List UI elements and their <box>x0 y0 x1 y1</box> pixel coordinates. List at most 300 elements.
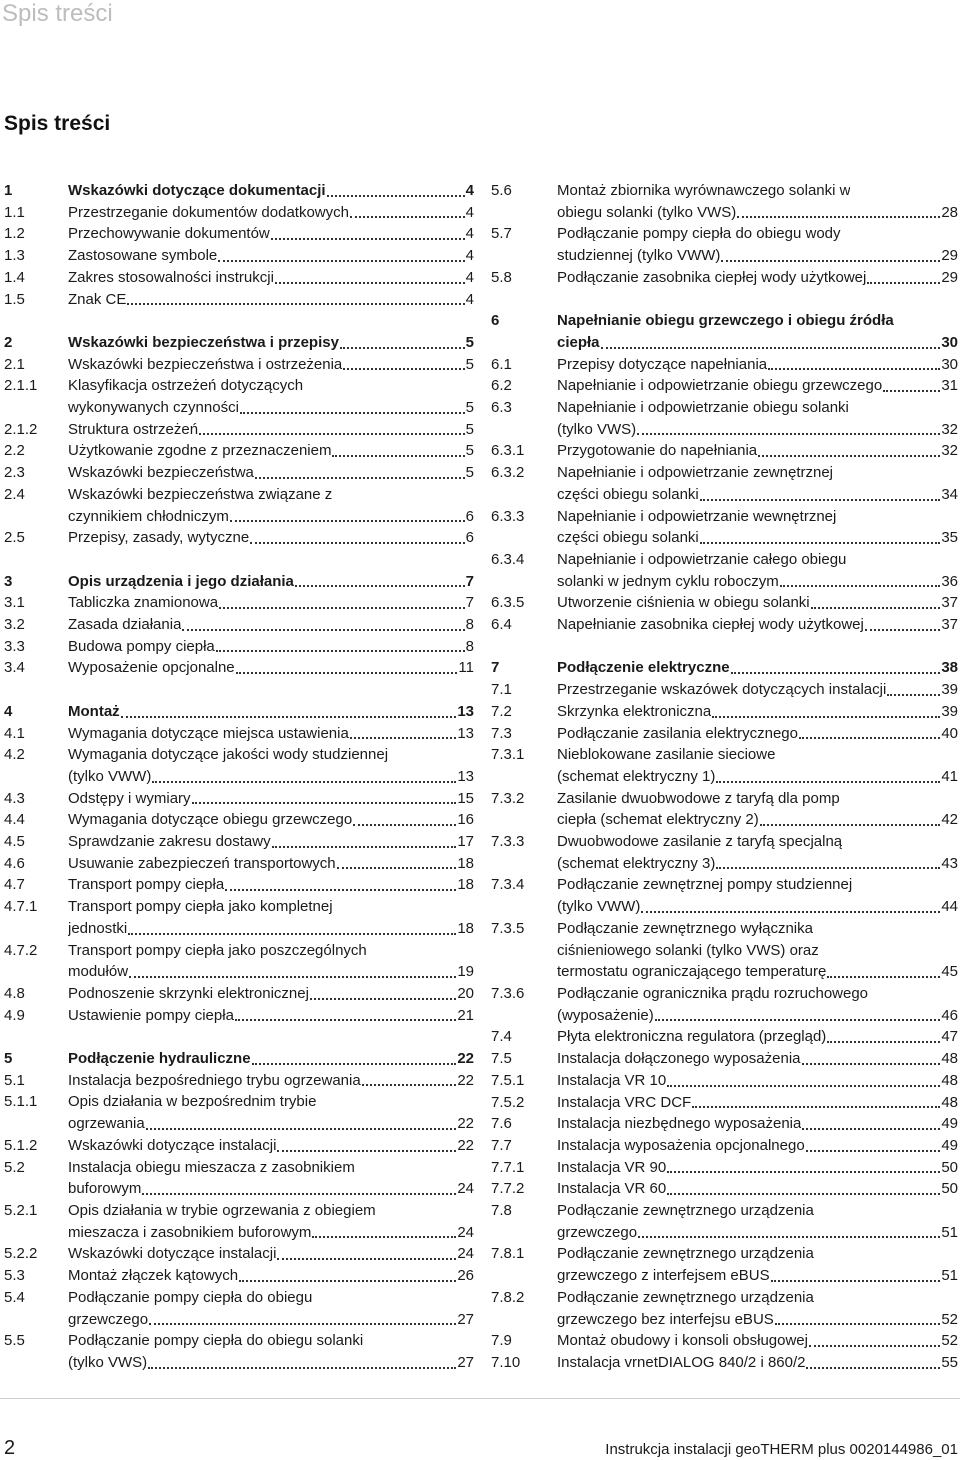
toc-leader-dots <box>332 454 464 457</box>
toc-left-column <box>4 180 474 1374</box>
toc-page-number: 30 <box>941 355 958 373</box>
toc-entry-title: Wymagania dotyczące jakości wody studziennej <box>68 746 389 764</box>
toc-page-number: 19 <box>457 963 474 981</box>
toc-entry-number: 7.7 <box>491 1136 512 1154</box>
toc-entry-title: grzewczego <box>68 1310 149 1328</box>
toc-entry-number: 2.2 <box>4 442 25 460</box>
toc-page-number: 39 <box>941 702 958 720</box>
toc-leader-dots <box>883 389 940 392</box>
toc-entry-title: Wyposażenie opcjonalne <box>68 659 235 677</box>
toc-entry-title: ciśnieniowego solanki (tylko VWS) oraz <box>557 941 819 959</box>
toc-leader-dots <box>327 194 465 197</box>
toc-entry-number: 1.3 <box>4 247 25 265</box>
toc-leader-dots <box>235 1018 456 1021</box>
toc-page-number: 29 <box>941 268 958 286</box>
toc-leader-dots <box>865 628 940 631</box>
toc-page-number: 5 <box>465 333 474 351</box>
toc-page-number: 22 <box>457 1071 474 1089</box>
toc-entry[interactable] <box>491 788 958 831</box>
toc-page-number: 4 <box>465 247 474 265</box>
toc-page-number: 4 <box>465 203 474 221</box>
running-header-title: Spis treści <box>2 0 113 27</box>
toc-leader-dots <box>811 606 941 609</box>
toc-entry[interactable] <box>4 245 474 267</box>
toc-entry-title: Instalacja obiegu mieszacza z zasobnikiem <box>68 1158 355 1176</box>
toc-entry-title: Użytkowanie zgodne z przeznaczeniem <box>68 442 332 460</box>
toc-section-heading[interactable] <box>491 310 958 353</box>
toc-entry-title: Wskazówki bezpieczeństwa związane z <box>68 485 333 503</box>
toc-leader-dots <box>362 1083 457 1086</box>
section-gap <box>491 289 958 311</box>
toc-page-number: 27 <box>457 1310 474 1328</box>
toc-entry-number: 4 <box>4 702 13 720</box>
toc-entry[interactable] <box>4 831 474 853</box>
toc-entry[interactable] <box>491 1070 958 1092</box>
toc-page-number: 35 <box>941 529 958 547</box>
toc-entry-number: 5.1 <box>4 1071 25 1089</box>
toc-entry[interactable] <box>4 1157 474 1200</box>
toc-leader-dots <box>799 736 940 739</box>
toc-entry-title: Instalacja bezpośredniego trybu ogrzewania <box>68 1071 361 1089</box>
toc-entry[interactable] <box>4 788 474 810</box>
toc-leader-dots <box>758 454 940 457</box>
toc-entry-number: 7.7.2 <box>491 1180 525 1198</box>
toc-leader-dots <box>230 519 465 522</box>
toc-page-number: 40 <box>941 724 958 742</box>
toc-entry[interactable] <box>4 940 474 983</box>
toc-leader-dots <box>146 1127 457 1130</box>
toc-entry[interactable] <box>491 1157 958 1179</box>
toc-entry[interactable] <box>4 874 474 896</box>
toc-entry-number: 5.3 <box>4 1267 25 1285</box>
toc-leader-dots <box>760 823 941 826</box>
toc-entry[interactable] <box>491 267 958 289</box>
toc-entry[interactable] <box>491 614 958 636</box>
toc-entry-title: Montaż zbiornika wyrównawczego solanki w <box>557 182 851 199</box>
toc-page-number: 37 <box>941 594 958 612</box>
toc-leader-dots <box>343 367 464 370</box>
toc-entry-number: 5.4 <box>4 1288 25 1306</box>
toc-entry-number: 4.8 <box>4 984 25 1002</box>
toc-entry-title: Znak CE <box>68 290 127 308</box>
toc-entry[interactable] <box>491 354 958 376</box>
toc-entry-title: (schemat elektryczny 1) <box>557 767 716 785</box>
toc-entry-number: 7.3.6 <box>491 984 525 1002</box>
toc-leader-dots <box>771 1279 941 1282</box>
toc-entry-number: 7.5 <box>491 1050 512 1068</box>
toc-entry-title: Podłączanie zewnętrznego wyłącznika <box>557 919 813 937</box>
toc-entry-title: Instalacja dołączonego wyposażenia <box>557 1050 801 1068</box>
toc-entry-number: 6.3 <box>491 399 512 417</box>
toc-leader-dots <box>637 432 940 435</box>
toc-entry[interactable] <box>4 202 474 224</box>
toc-entry[interactable] <box>491 723 958 745</box>
toc-entry-title: Montaż złączek kątowych <box>68 1267 239 1285</box>
toc-entry-number: 2.1 <box>4 355 25 373</box>
toc-entry[interactable] <box>4 223 474 245</box>
section-gap <box>4 310 474 332</box>
toc-leader-dots <box>806 1149 941 1152</box>
toc-entry-title: Instalacja niezbędnego wyposażenia <box>557 1115 802 1133</box>
page-title: Spis treści <box>4 112 111 135</box>
toc-page-number: 4 <box>465 225 474 243</box>
toc-entry[interactable] <box>4 375 474 418</box>
toc-entry[interactable] <box>4 289 474 311</box>
toc-entry-title: części obiegu solanki <box>557 485 699 503</box>
toc-leader-dots <box>252 1062 457 1065</box>
toc-leader-dots <box>250 541 464 544</box>
toc-entry[interactable] <box>491 549 958 592</box>
toc-entry-number: 1 <box>4 182 13 199</box>
toc-entry[interactable] <box>4 1330 474 1373</box>
toc-entry[interactable] <box>491 223 958 266</box>
toc-leader-dots <box>667 1192 940 1195</box>
toc-entry-number: 7.6 <box>491 1115 512 1133</box>
toc-leader-dots <box>142 1192 456 1195</box>
toc-leader-dots <box>255 476 465 479</box>
toc-page-number: 5 <box>465 355 474 373</box>
section-gap <box>4 549 474 571</box>
toc-entry[interactable] <box>4 267 474 289</box>
toc-entry-number: 6.3.4 <box>491 550 525 568</box>
toc-leader-dots <box>340 346 465 349</box>
toc-page-number: 43 <box>941 854 958 872</box>
toc-entry[interactable] <box>4 896 474 939</box>
toc-entry[interactable] <box>491 506 958 549</box>
toc-entry[interactable] <box>491 1200 958 1243</box>
toc-entry-number: 7.5.1 <box>491 1071 525 1089</box>
toc-leader-dots <box>667 1170 940 1173</box>
toc-entry[interactable] <box>4 419 474 441</box>
toc-entry-title: Zastosowane symbole <box>68 247 218 265</box>
toc-entry-title: Podłączanie pompy ciepła do obiegu <box>68 1288 313 1306</box>
toc-entry-title: (tylko VWW) <box>557 898 641 916</box>
toc-entry[interactable] <box>4 1287 474 1330</box>
toc-entry-number: 2.1.1 <box>4 377 38 395</box>
toc-page-number: 11 <box>458 659 474 677</box>
toc-leader-dots <box>641 910 940 913</box>
toc-leader-dots <box>638 1235 940 1238</box>
toc-section-heading[interactable] <box>4 571 474 593</box>
toc-entry-title: Napełnianie i odpowietrzanie zewnętrznej <box>557 464 833 482</box>
toc-entry[interactable] <box>4 462 474 484</box>
toc-entry-number: 4.3 <box>4 789 25 807</box>
toc-entry-number: 5.2.1 <box>4 1201 38 1219</box>
toc-page-number: 48 <box>941 1071 958 1089</box>
section-gap <box>4 679 474 701</box>
toc-entry[interactable] <box>4 354 474 376</box>
toc-entry-number: 7.8 <box>491 1202 512 1220</box>
toc-entry-title: Struktura ostrzeżeń <box>68 420 199 438</box>
toc-entry-number: 6.4 <box>491 616 512 634</box>
toc-entry-title: termostatu ograniczającego temperaturę <box>557 963 827 981</box>
toc-entry[interactable] <box>491 1135 958 1157</box>
toc-entry-title: Tabliczka znamionowa <box>68 594 219 612</box>
toc-entry-title: Odstępy i wymiary <box>68 789 191 807</box>
toc-leader-dots <box>802 1062 941 1065</box>
toc-entry-number: 4.6 <box>4 854 25 872</box>
toc-page-number: 41 <box>941 767 958 785</box>
toc-entry[interactable] <box>4 1200 474 1243</box>
toc-entry-title: Podłączanie zasobnika ciepłej wody użytkowej <box>557 268 867 286</box>
toc-entry-title: części obiegu solanki <box>557 529 699 547</box>
toc-entry-number: 3.4 <box>4 659 25 677</box>
toc-entry[interactable] <box>491 1287 958 1330</box>
toc-page-number: 7 <box>465 572 474 590</box>
toc-leader-dots <box>601 346 941 349</box>
toc-section-heading[interactable] <box>491 657 958 679</box>
toc-entry[interactable] <box>4 744 474 787</box>
toc-entry-title: Montaż obudowy i konsoli obsługowej <box>557 1332 808 1350</box>
toc-entry-title: ogrzewania <box>68 1115 145 1133</box>
toc-entry-title: wykonywanych czynności <box>68 399 239 417</box>
toc-entry-title: grzewczego bez interfejsu eBUS <box>557 1310 774 1328</box>
toc-entry-title: Podłączanie zewnętrznej pompy studziennej <box>557 876 853 894</box>
toc-entry[interactable] <box>4 527 474 549</box>
toc-entry-number: 2.4 <box>4 485 25 503</box>
toc-entry-title: Przepisy dotyczące napełniania <box>557 355 768 373</box>
toc-page-number: 8 <box>465 616 474 634</box>
toc-leader-dots <box>272 845 457 848</box>
toc-entry[interactable] <box>4 657 474 679</box>
footer-divider <box>0 1398 960 1399</box>
toc-section-heading[interactable] <box>4 701 474 723</box>
toc-leader-dots <box>271 237 465 240</box>
toc-page-number: 18 <box>457 854 474 872</box>
toc-leader-dots <box>148 1366 456 1369</box>
toc-entry-title: Instalacja vrnetDIALOG 840/2 i 860/2 <box>557 1353 806 1371</box>
toc-entry[interactable] <box>491 831 958 874</box>
toc-entry[interactable] <box>4 1135 474 1157</box>
toc-page-number: 5 <box>465 442 474 460</box>
toc-page-number: 47 <box>941 1028 958 1046</box>
toc-entry-title: Opis działania w bezpośrednim trybie <box>68 1093 317 1111</box>
toc-leader-dots <box>277 1257 456 1260</box>
toc-leader-dots <box>806 1366 940 1369</box>
toc-page-number: 31 <box>941 377 958 395</box>
toc-entry-number: 2.3 <box>4 464 25 482</box>
toc-entry-title: Przygotowanie do napełniania <box>557 442 758 460</box>
toc-leader-dots <box>716 780 940 783</box>
toc-page-number: 24 <box>457 1245 474 1263</box>
toc-entry[interactable] <box>491 918 958 983</box>
toc-entry-title: jednostki <box>68 919 128 937</box>
toc-entry[interactable] <box>4 636 474 658</box>
toc-entry[interactable] <box>491 1026 958 1048</box>
toc-page-number: 5 <box>465 464 474 482</box>
toc-entry[interactable] <box>491 180 958 223</box>
toc-entry-title: Napełnianie i odpowietrzanie wewnętrznej <box>557 507 837 525</box>
toc-leader-dots <box>731 671 941 674</box>
toc-page-number: 27 <box>457 1353 474 1371</box>
toc-leader-dots <box>152 780 456 783</box>
toc-leader-dots <box>182 628 464 631</box>
toc-entry-number: 4.5 <box>4 833 25 851</box>
toc-entry-title: Instalacja VR 60 <box>557 1180 667 1198</box>
toc-page-number: 21 <box>457 1006 474 1024</box>
toc-leader-dots <box>240 411 465 414</box>
toc-leader-dots <box>312 1235 456 1238</box>
toc-entry-title: Opis działania w trybie ogrzewania z obiegiem <box>68 1201 376 1219</box>
toc-entry-number: 6.3.1 <box>491 442 525 460</box>
toc-entry[interactable] <box>491 983 958 1026</box>
toc-leader-dots <box>780 584 941 587</box>
toc-entry[interactable] <box>491 1178 958 1200</box>
toc-leader-dots <box>129 975 456 978</box>
toc-page-number: 48 <box>941 1050 958 1068</box>
toc-entry[interactable] <box>491 462 958 505</box>
toc-entry[interactable] <box>491 1113 958 1135</box>
toc-leader-dots <box>775 1322 941 1325</box>
toc-entry-title: Instalacja VR 90 <box>557 1158 667 1176</box>
toc-entry[interactable] <box>491 1092 958 1114</box>
toc-leader-dots <box>721 259 940 262</box>
toc-page-number: 29 <box>941 247 958 265</box>
toc-section-heading[interactable] <box>4 1048 474 1070</box>
toc-entry-title: Instalacja VR 10 <box>557 1071 667 1089</box>
toc-leader-dots <box>867 281 940 284</box>
toc-entry[interactable] <box>4 809 474 831</box>
toc-page-number: 48 <box>941 1093 958 1111</box>
toc-page-number: 6 <box>465 507 474 525</box>
toc-entry-number: 7.3.3 <box>491 833 525 851</box>
toc-entry[interactable] <box>4 440 474 462</box>
toc-entry-title: ciepła (schemat elektryczny 2) <box>557 811 759 829</box>
toc-leader-dots <box>277 1149 456 1152</box>
toc-leader-dots <box>353 823 456 826</box>
toc-leader-dots <box>827 975 940 978</box>
toc-entry-title: obiegu solanki (tylko VWS) <box>557 203 737 221</box>
toc-entry[interactable] <box>4 1070 474 1092</box>
toc-entry-title: Montaż <box>68 702 120 720</box>
toc-entry-number: 6.1 <box>491 355 512 373</box>
toc-entry-number: 1.5 <box>4 290 25 308</box>
toc-entry[interactable] <box>4 484 474 527</box>
toc-entry-number: 7.1 <box>491 681 512 699</box>
toc-leader-dots <box>310 997 456 1000</box>
toc-entry-title: Napełnianie obiegu grzewczego i obiegu źródła <box>557 312 894 330</box>
toc-page-number: 13 <box>457 724 474 742</box>
toc-entry[interactable] <box>491 1352 958 1374</box>
toc-entry[interactable] <box>491 1330 958 1352</box>
toc-leader-dots <box>802 1127 940 1130</box>
toc-entry-title: Wymagania dotyczące obiegu grzewczego <box>68 811 353 829</box>
toc-entry[interactable] <box>4 983 474 1005</box>
toc-entry-title: Podnoszenie skrzynki elektronicznej <box>68 984 309 1002</box>
toc-entry-number: 4.7 <box>4 876 25 894</box>
toc-entry[interactable] <box>4 1243 474 1265</box>
toc-entry-number: 5.8 <box>491 268 512 286</box>
toc-entry-title: czynnikiem chłodniczym <box>68 507 229 525</box>
toc-leader-dots <box>768 367 940 370</box>
toc-entry-title: Przestrzeganie dokumentów dodatkowych <box>68 203 349 221</box>
toc-entry-number: 7.4 <box>491 1028 512 1046</box>
toc-entry[interactable] <box>491 592 958 614</box>
toc-entry-title: Podłączanie pompy ciepła do obiegu wody <box>557 225 841 243</box>
toc-entry-number: 6.3.5 <box>491 594 525 612</box>
toc-entry[interactable] <box>491 701 958 723</box>
toc-entry[interactable] <box>4 1091 474 1134</box>
toc-entry-title: Instalacja wyposażenia opcjonalnego <box>557 1136 805 1154</box>
toc-entry[interactable] <box>4 1265 474 1287</box>
toc-page-number: 22 <box>457 1136 474 1154</box>
toc-leader-dots <box>199 432 465 435</box>
toc-leader-dots <box>809 1344 940 1347</box>
toc-entry-number: 4.1 <box>4 724 25 742</box>
toc-page-number: 7 <box>465 594 474 612</box>
toc-leader-dots <box>712 715 940 718</box>
toc-entry[interactable] <box>491 744 958 787</box>
toc-entry-title: Klasyfikacja ostrzeżeń dotyczących <box>68 377 304 395</box>
toc-entry[interactable] <box>491 397 958 440</box>
toc-entry-title: Transport pompy ciepła <box>68 876 225 894</box>
toc-entry-title: Napełnianie zasobnika ciepłej wody użytkowej <box>557 616 864 634</box>
toc-entry-number: 1.4 <box>4 268 25 286</box>
toc-entry-title: Wskazówki bezpieczeństwa i przepisy <box>68 333 339 351</box>
toc-entry[interactable] <box>4 592 474 614</box>
toc-page-number: 45 <box>941 963 958 981</box>
toc-page-number: 46 <box>941 1006 958 1024</box>
toc-entry-number: 7.8.2 <box>491 1288 525 1306</box>
toc-page-number: 26 <box>457 1267 474 1285</box>
toc-entry-number: 1.2 <box>4 225 25 243</box>
toc-entry-title: grzewczego z interfejsem eBUS <box>557 1267 770 1285</box>
toc-page-number: 4 <box>465 268 474 286</box>
toc-entry-title: (schemat elektryczny 3) <box>557 854 716 872</box>
toc-entry-number: 2.5 <box>4 529 25 547</box>
toc-section-heading[interactable] <box>4 180 474 202</box>
toc-entry[interactable] <box>4 853 474 875</box>
toc-entry-title: Nieblokowane zasilanie sieciowe <box>557 746 776 764</box>
toc-leader-dots <box>218 259 464 262</box>
toc-section-heading[interactable] <box>4 332 474 354</box>
toc-entry-title: Wskazówki dotyczące dokumentacji <box>68 182 326 199</box>
toc-entry[interactable] <box>491 375 958 397</box>
toc-entry-title: (tylko VWW) <box>68 767 152 785</box>
toc-entry[interactable] <box>491 1048 958 1070</box>
toc-page-number: 32 <box>941 442 958 460</box>
toc-entry[interactable] <box>491 679 958 701</box>
toc-leader-dots <box>700 498 941 501</box>
toc-entry-title: Podłączanie ogranicznika prądu rozruchowego <box>557 984 869 1002</box>
toc-entry-title: Napełnianie i odpowietrzanie obiegu solanki <box>557 399 849 417</box>
toc-entry[interactable] <box>491 874 958 917</box>
toc-leader-dots <box>295 584 465 587</box>
toc-entry-number: 5.2 <box>4 1158 25 1176</box>
toc-page-number: 44 <box>941 898 958 916</box>
toc-entry[interactable] <box>4 723 474 745</box>
toc-entry-title: Podłączanie zewnętrznego urządzenia <box>557 1288 814 1306</box>
toc-entry[interactable] <box>4 614 474 636</box>
toc-page-number: 38 <box>941 659 958 677</box>
toc-entry-title: Przechowywanie dokumentów <box>68 225 270 243</box>
toc-entry-title: Zasilanie dwuobwodowe z taryfą dla pomp <box>557 789 840 807</box>
toc-leader-dots <box>350 736 456 739</box>
toc-entry-number: 6.3.2 <box>491 464 525 482</box>
toc-entry[interactable] <box>4 1005 474 1027</box>
toc-entry-title: Wskazówki bezpieczeństwa i ostrzeżenia <box>68 355 343 373</box>
toc-page-number: 50 <box>941 1180 958 1198</box>
toc-entry-number: 7.10 <box>491 1353 521 1371</box>
toc-entry[interactable] <box>491 440 958 462</box>
toc-leader-dots <box>128 932 456 935</box>
toc-entry-title: Ustawienie pompy ciepła <box>68 1006 234 1024</box>
footer-document-title: Instrukcja instalacji geoTHERM plus 0020144986_01 <box>605 1441 958 1458</box>
toc-page-number: 51 <box>941 1223 958 1241</box>
toc-entry[interactable] <box>491 1243 958 1286</box>
toc-leader-dots <box>655 1018 941 1021</box>
toc-leader-dots <box>692 1105 940 1108</box>
